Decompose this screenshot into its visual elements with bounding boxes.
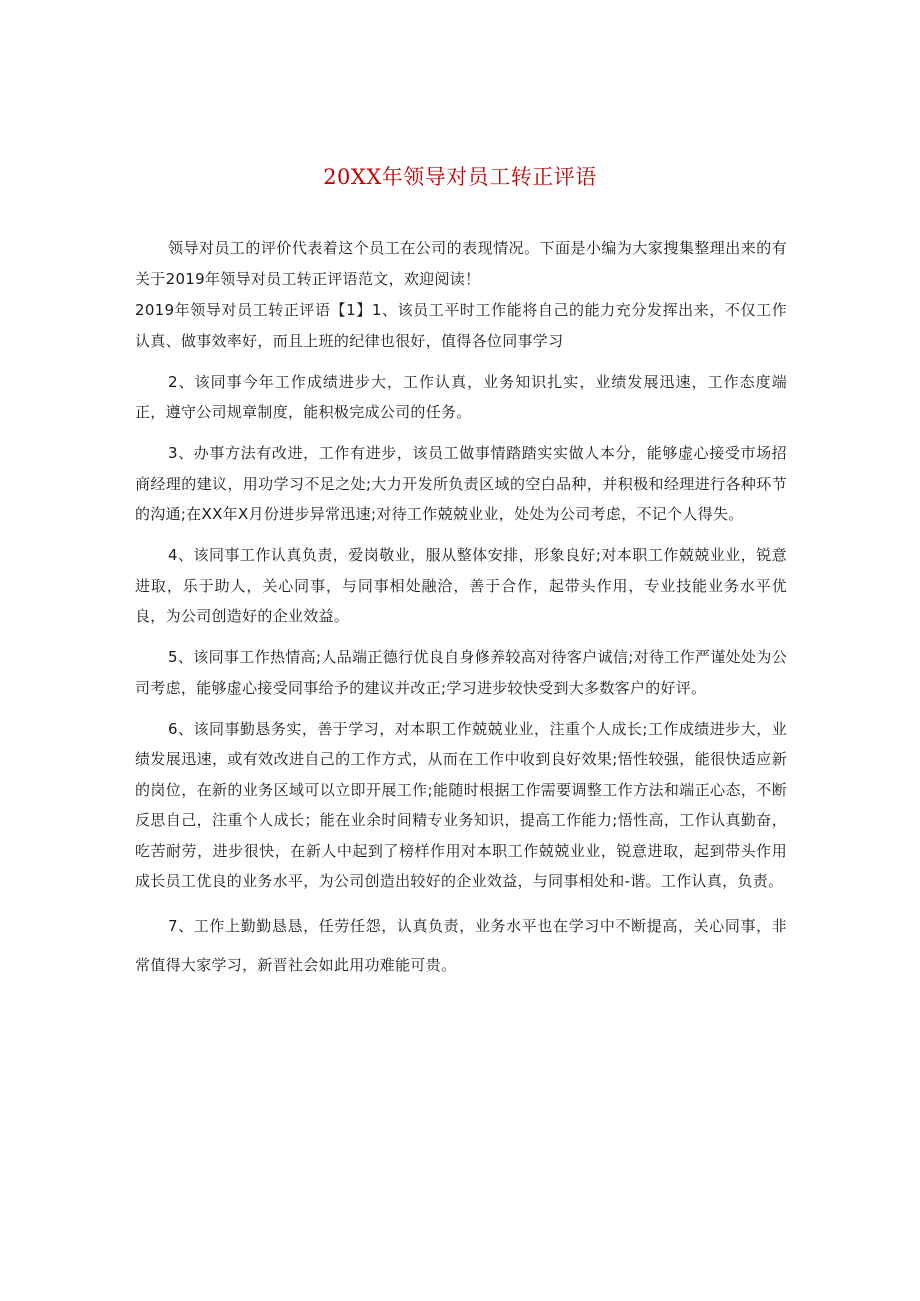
- paragraph-2: 2、该同事今年工作成绩进步大，工作认真，业务知识扎实，业绩发展迅速，工作态度端正，遵守公司规章制度，能积极完成公司的任务。: [135, 372, 787, 421]
- document-title: 20XX年领导对员工转正评语: [323, 165, 597, 189]
- paragraph-5: 5、该同事工作热情高;人品端正德行优良自身修养较高对待客户诚信;对待工作严谨处处为公司考虑，能够虚心接受同事给予的建议并改正;学习进步较快受到大多数客户的好评。: [135, 648, 787, 697]
- document-body: [135, 233, 787, 985]
- paragraph-1: 2019年领导对员工转正评语【1】1、该员工平时工作能将自己的能力充分发挥出来，不仅工作认真、做事效率好，而且上班的纪律也很好，值得各位同事学习: [135, 301, 787, 350]
- intro-paragraph: 领导对员工的评价代表着这个员工在公司的表现情况。下面是小编为大家搜集整理出来的有关于2019年领导对员工转正评语范文，欢迎阅读！: [135, 239, 787, 288]
- paragraph-6: 6、该同事勤恳务实，善于学习，对本职工作兢兢业业，注重个人成长;工作成绩进步大，业绩发展迅速，或有效改进自己的工作方式，从而在工作中收到良好效果;悟性较强，能很快适应新的岗位，在新的业务区域可以立即开展工作;能随时根据工作需要调整工作方法和端正心态，不断反思自己，注重个人成长；能在业余时间精专业务知识，提高工作能力;悟性高，工作认真勤奋，吃苦耐劳，进步很快，在新人中起到了榜样作用对本职工作兢兢业业，锐意进取，起到带头作用成长员工优良的业务水平，为公司创造出较好的企业效益，与同事相处和-谐。工作认真，负责。: [135, 719, 787, 890]
- paragraph-3: 3、办事方法有改进，工作有进步，该员工做事情踏踏实实做人本分，能够虚心接受市场招商经理的建议，用功学习不足之处;大力开发所负责区域的空白品种，并积极和经理进行各种环节的沟通;在XX年X月份进步异常迅速;对待工作兢兢业业，处处为公司考虑，不记个人得失。: [135, 444, 787, 523]
- paragraph-7: 7、工作上勤勤恳恳，任劳任怨，认真负责，业务水平也在学习中不断提高，关心同事，非常值得大家学习，新晋社会如此用功难能可贵。: [135, 917, 787, 974]
- paragraph-4: 4、该同事工作认真负责，爱岗敬业，服从整体安排，形象良好;对本职工作兢兢业业，锐意进取，乐于助人，关心同事，与同事相处融洽，善于合作，起带头作用，专业技能业务水平优良，为公司创造好的企业效益。: [135, 546, 787, 625]
